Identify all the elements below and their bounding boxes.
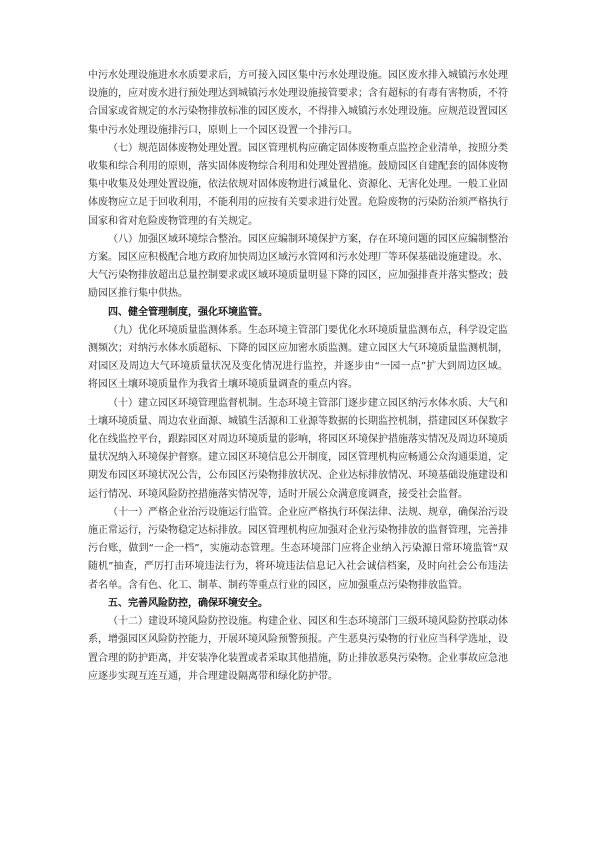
- paragraph-regional-remediation: （八）加强区域环境综合整治。园区应编制环境保护方案，存在环境问题的园区应编制整治方案。园区应积极配合地方政府加快周边区域污水管网和污水处理厂等环保基础设施建设。水、大气污染物排放超出总量控制要求或区域环境质量明显下降的园区，应加强排查并落实整改；鼓励园区推行集中供热。: [88, 233, 508, 300]
- paragraph-wastewater-continued: 中污水处理设施进水水质要求后，方可接入园区集中污水处理设施。园区废水排入城镇污水处理设施的，应对废水进行预处理达到城镇污水处理设施接管要求；含有超标的有毒有害物质，不符合国家或省规定的水污染物排放标准的园区废水，不得排入城镇污水处理设施。应规范设置园区集中污水处理设施排污口，原则上一个园区设置一个排污口。: [88, 70, 508, 136]
- section-heading-management: 四、健全管理制度，强化环境监管。: [108, 306, 268, 318]
- section-heading-risk-control: 五、完善风险防控，确保环境安全。: [108, 597, 268, 609]
- paragraph-monitoring-system: （九）优化环境质量监测体系。生态环境主管部门要优化水环境质量监测布点，科学设定监测频次；对纳污水体水质超标、下降的园区应加密水质监测。建立园区大气环境质量监测机制，对园区及周边大气环境质量状况及变化情况进行监控，并逐步由“一园一点”扩大到周边区域。将园区土壤环境质量作为我省土壤环境质量调查的重点内容。: [88, 324, 508, 391]
- paragraph-supervision-mechanism: （十）建立园区环境管理监督机制。生态环境主管部门逐步建立园区纳污水体水质、大气和土壤环境质量、周边农业面源、城镇生活源和工业源等数据的长期监控机制，搭建园区环保数字化在线监控平台，跟踪园区对周边环境质量的影响，将园区环境保护措施落实情况及周边环境质量状况纳入环境保护督察。建立园区环境信息公开制度，园区管理机构应畅通公众沟通渠道，定期发布园区环境状况公告，公布园区污染物排放状况、企业达标排放情况、环境基础设施建设和运行情况、环境风险防控措施落实情况等，适时开展公众满意度调查，接受社会监督。: [88, 397, 508, 500]
- paragraph-risk-facilities: （十二）建设环境风险防控设施。构建企业、园区和生态环境部门三级环境风险防控联动体系，增强园区风险防控能力，开展环境风险预警预报。产生恶臭污染物的行业应当科学选址，设置合理的防护距离，并安装净化装置或者采取其他措施，防止排放恶臭污染物。企业事故应急池应逐步实现互连互通，并合理建设隔离带和绿化防护带。: [88, 616, 508, 682]
- paragraph-solid-waste: （七）规范固体废物处理处置。园区管理机构应确定固体废物重点监控企业清单，按照分类收集和综合利用的原则，落实固体废物综合利用和处理处置措施。鼓励园区自建配套的固体废物集中收集及处理处置设施，依法依规对固体废物进行减量化、资源化、无害化处理。一般工业固体废物应立足于回收利用，不能利用的应按有关要求进行处置。危险废物的污染防治须严格执行国家和省对危险废物管理的有关规定。: [88, 142, 508, 227]
- paragraph-enterprise-supervision: （十一）严格企业治污设施运行监管。企业应严格执行环保法律、法规、规章，确保治污设施正常运行，污染物稳定达标排放。园区管理机构应加强对企业污染物排放的监督管理，完善排污台账，做到“一企一档”，实施动态管理。生态环境部门应将企业纳入污染源日常环境监管“双随机”抽查，严厉打击环境违法行为，将环境违法信息记入社会诚信档案，及时向社会公布违法者名单。含有色、化工、制革、制药等重点行业的园区，应加强重点污染物排放监管。: [88, 506, 508, 591]
- document-body: [88, 67, 508, 686]
